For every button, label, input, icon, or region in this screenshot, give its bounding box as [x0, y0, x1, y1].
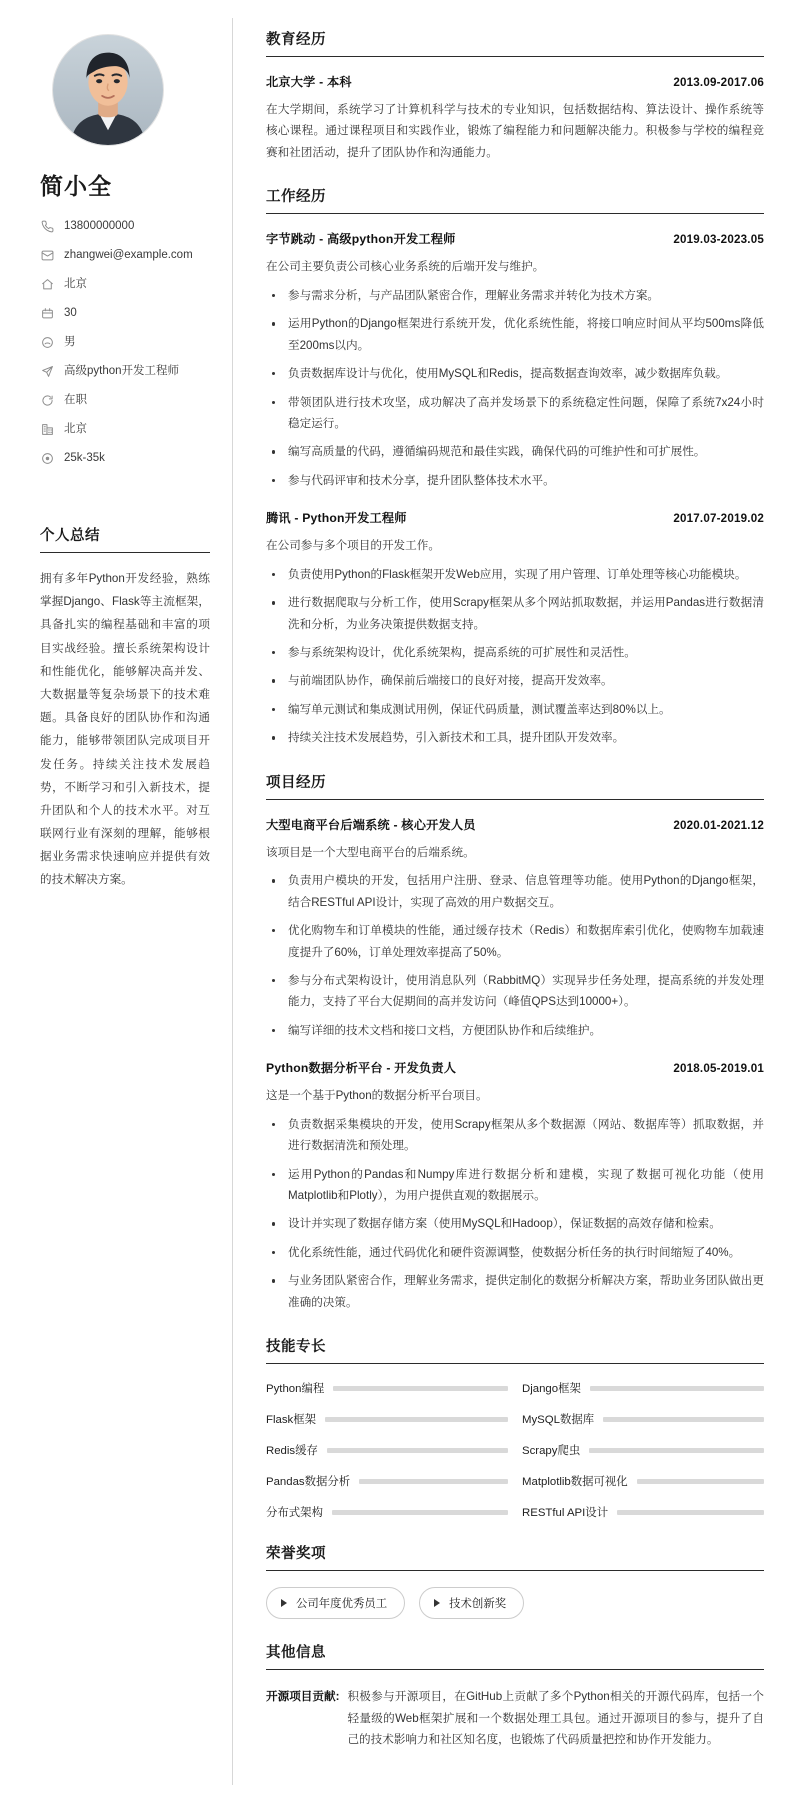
entry-header: [266, 816, 764, 833]
list-item: 优化购物车和订单模块的性能，通过缓存技术（Redis）和数据库索引优化，使购物车加载速度提升了60%，订单处理效率提高了50%。: [268, 920, 764, 963]
skill-label: 分布式架构: [266, 1507, 323, 1520]
contact-work-city: [40, 422, 210, 437]
entry-title: 腾讯 - Python开发工程师: [266, 511, 407, 526]
work-section: [266, 185, 764, 748]
skill-item: [266, 1442, 508, 1458]
entry-date: 2019.03-2023.05: [673, 233, 764, 247]
work-entry: [266, 509, 764, 749]
skill-progress-bar: [589, 1448, 764, 1453]
main-content: [232, 0, 794, 1803]
other-info-label: 开源项目贡献:: [266, 1690, 340, 1704]
other-info-text: 积极参与开源项目，在GitHub上贡献了多个Python相关的开源代码库，包括一个轻量级的Web框架扩展和一个数据处理工具包。通过开源项目的参与，提升了自己的技术影响力和社区知名度，也锻炼了代码质量把控和协作开发能力。: [347, 1690, 764, 1747]
skill-label: Pandas数据分析: [266, 1476, 351, 1489]
avatar: [52, 34, 164, 146]
skill-progress-bar: [333, 1386, 508, 1391]
entry-title: 北京大学 - 本科: [266, 75, 352, 89]
summary-section: [40, 524, 210, 892]
summary-text: 拥有多年Python开发经验，熟练掌握Django、Flask等主流框架，具备扎实的编程基础和丰富的项目实战经验。擅长系统架构设计和性能优化，能够解决高并发、大数据量等复杂场景下的技术难题。具备良好的团队协作和沟通能力，能够带领团队完成项目开发任务。持续关注技术发展趋势，不断学习和引入新技术，提升团队和个人的技术水平。对互联网行业有深刻的理解，能够根据业务需求快速响应并提供有效的技术解决方案。: [40, 572, 210, 887]
list-item: 编写单元测试和集成测试用例，保证代码质量，测试覆盖率达到80%以上。: [268, 699, 764, 720]
education-section: [266, 28, 764, 163]
list-item: 负责使用Python的Flask框架开发Web应用，实现了用户管理、订单处理等核心功能模块。: [268, 564, 764, 585]
list-item: 负责数据采集模块的开发，使用Scrapy框架从多个数据源（网站、数据库等）抓取数据，并进行数据清洗和预处理。: [268, 1114, 764, 1157]
skill-label: Python编程: [266, 1383, 325, 1396]
work-title: 工作经历: [266, 185, 764, 214]
education-entry: [266, 73, 764, 163]
sidebar: [0, 0, 232, 1803]
list-item: 与业务团队紧密合作，理解业务需求，提供定制化的数据分析解决方案，帮助业务团队做出更准确的决策。: [268, 1270, 764, 1313]
page-title: 简小全: [40, 173, 112, 199]
skill-label: Matplotlib数据可视化: [522, 1476, 628, 1489]
list-item: 优化系统性能，通过代码优化和硬件资源调整，使数据分析任务的执行时间缩短了40%。: [268, 1242, 764, 1263]
award-label: 技术创新奖: [449, 1598, 507, 1611]
skill-progress-bar: [603, 1417, 764, 1422]
contact-list: [40, 219, 210, 466]
awards-title: 荣誉奖项: [266, 1542, 764, 1571]
calendar-icon: [40, 306, 55, 321]
list-item: 参与需求分析，与产品团队紧密合作，理解业务需求并转化为技术方案。: [268, 285, 764, 306]
contact-email-value: zhangwei@example.com: [64, 248, 193, 261]
list-item: 编写详细的技术文档和接口文档，方便团队协作和后续维护。: [268, 1020, 764, 1041]
contact-phone-value: 13800000000: [64, 219, 135, 232]
entry-bullet-list: [268, 564, 764, 749]
project-entry: [266, 1059, 764, 1313]
entry-date: 2013.09-2017.06: [673, 76, 764, 89]
awards-list: [266, 1587, 764, 1619]
contact-age: [40, 306, 210, 321]
contact-hometown-value: 北京: [64, 277, 87, 290]
contact-age-value: 30: [64, 306, 77, 319]
entry-header: [266, 230, 764, 247]
skill-progress-bar: [332, 1510, 508, 1515]
entry-description: 该项目是一个大型电商平台的后端系统。: [266, 845, 475, 859]
skill-item: [522, 1473, 764, 1489]
contact-phone: [40, 219, 210, 234]
contact-work-city-value: 北京: [64, 422, 87, 435]
award-chip[interactable]: [266, 1587, 405, 1619]
contact-salary-value: 25k-35k: [64, 451, 105, 464]
skill-item: [522, 1411, 764, 1427]
skill-item: [522, 1504, 764, 1520]
contact-hometown: [40, 277, 210, 292]
list-item: 编写高质量的代码，遵循编码规范和最佳实践，确保代码的可维护性和可扩展性。: [268, 441, 764, 462]
summary-title: 个人总结: [40, 524, 210, 553]
skill-label: Django框架: [522, 1383, 581, 1396]
contact-job-status-value: 在职: [64, 393, 87, 406]
skill-progress-bar: [325, 1417, 508, 1422]
play-triangle-icon: [281, 1599, 287, 1607]
list-item: 进行数据爬取与分析工作，使用Scrapy框架从多个网站抓取数据，并运用Pandas进行数据清洗和分析，为业务决策提供数据支持。: [268, 592, 764, 635]
salary-icon: [40, 451, 55, 466]
list-item: 运用Python的Django框架进行系统开发，优化系统性能，将接口响应时间从平均500ms降低至200ms以内。: [268, 313, 764, 356]
skill-item: [266, 1411, 508, 1427]
list-item: 设计并实现了数据存储方案（使用MySQL和Hadoop），保证数据的高效存储和检索。: [268, 1213, 764, 1234]
award-chip[interactable]: [419, 1587, 524, 1619]
skill-label: Scrapy爬虫: [522, 1445, 581, 1458]
skill-progress-bar: [590, 1386, 764, 1391]
contact-salary: [40, 451, 210, 466]
entry-header: [266, 509, 764, 526]
building-icon: [40, 422, 55, 437]
skill-item: [266, 1380, 508, 1396]
projects-section: [266, 771, 764, 1313]
play-triangle-icon: [434, 1599, 440, 1607]
contact-target-position: [40, 364, 210, 379]
skill-label: MySQL数据库: [522, 1414, 595, 1427]
education-title: 教育经历: [266, 28, 764, 57]
entry-description: 在大学期间，系统学习了计算机科学与技术的专业知识，包括数据结构、算法设计、操作系统等核心课程。通过课程项目和实践作业，锻炼了编程能力和问题解决能力。积极参与学校的编程竞赛和社团活动，提升了团队协作和沟通能力。: [266, 103, 764, 159]
skill-label: Flask框架: [266, 1414, 316, 1427]
entry-bullet-list: [268, 285, 764, 492]
list-item: 带领团队进行技术攻坚，成功解决了高并发场景下的系统稳定性问题，保障了系统7x24小时稳定运行。: [268, 392, 764, 435]
other-info-title: 其他信息: [266, 1641, 764, 1670]
awards-section: [266, 1542, 764, 1619]
other-info-item: [266, 1686, 764, 1750]
contact-gender: [40, 335, 210, 350]
entry-header: [266, 73, 764, 90]
skill-progress-bar: [359, 1479, 508, 1484]
skills-section: [266, 1335, 764, 1520]
gender-icon: [40, 335, 55, 350]
phone-icon: [40, 219, 55, 234]
target-icon: [40, 364, 55, 379]
skill-progress-bar: [617, 1510, 764, 1515]
work-entry: [266, 230, 764, 491]
contact-email: [40, 248, 210, 263]
entry-header: [266, 1059, 764, 1076]
other-info-section: [266, 1641, 764, 1750]
skill-item: [522, 1442, 764, 1458]
entry-title: 大型电商平台后端系统 - 核心开发人员: [266, 817, 476, 832]
skill-progress-bar: [637, 1479, 764, 1484]
column-divider: [232, 18, 233, 1785]
list-item: 与前端团队协作，确保前后端接口的良好对接，提高开发效率。: [268, 670, 764, 691]
entry-title: Python数据分析平台 - 开发负责人: [266, 1061, 457, 1076]
list-item: 参与代码评审和技术分享，提升团队整体技术水平。: [268, 470, 764, 491]
contact-target-position-value: 高级python开发工程师: [64, 364, 180, 377]
entry-bullet-list: [268, 870, 764, 1041]
skill-label: RESTful API设计: [522, 1507, 609, 1520]
project-entry: [266, 816, 764, 1042]
skill-item: [266, 1473, 508, 1489]
list-item: 负责数据库设计与优化，使用MySQL和Redis，提高数据查询效率，减少数据库负载。: [268, 363, 764, 384]
entry-description: 这是一个基于Python的数据分析平台项目。: [266, 1089, 488, 1103]
award-label: 公司年度优秀员工: [296, 1598, 388, 1611]
skills-grid: [266, 1380, 764, 1520]
skills-title: 技能专长: [266, 1335, 764, 1364]
mail-icon: [40, 248, 55, 263]
entry-date: 2017.07-2019.02: [673, 512, 764, 526]
list-item: 持续关注技术发展趋势，引入新技术和工具，提升团队开发效率。: [268, 727, 764, 748]
list-item: 运用Python的Pandas和Numpy库进行数据分析和建模，实现了数据可视化功能（使用Matplotlib和Plotly），为用户提供直观的数据展示。: [268, 1164, 764, 1207]
skill-label: Redis缓存: [266, 1445, 318, 1458]
list-item: 参与系统架构设计，优化系统架构，提高系统的可扩展性和灵活性。: [268, 642, 764, 663]
contact-gender-value: 男: [64, 335, 76, 348]
status-icon: [40, 393, 55, 408]
entry-description: 在公司主要负责公司核心业务系统的后端开发与维护。: [266, 260, 545, 274]
home-icon: [40, 277, 55, 292]
entry-description: 在公司参与多个项目的开发工作。: [266, 539, 440, 553]
list-item: 参与分布式架构设计，使用消息队列（RabbitMQ）实现异步任务处理，提高系统的并发处理能力，支持了平台大促期间的高并发访问（峰值QPS达到10000+）。: [268, 970, 764, 1013]
entry-bullet-list: [268, 1114, 764, 1314]
contact-job-status: [40, 393, 210, 408]
list-item: 负责用户模块的开发，包括用户注册、登录、信息管理等功能。使用Python的Django框架，结合RESTful API设计，实现了高效的用户数据交互。: [268, 870, 764, 913]
entry-date: 2020.01-2021.12: [673, 818, 764, 832]
skill-item: [522, 1380, 764, 1396]
entry-title: 字节跳动 - 高级python开发工程师: [266, 232, 456, 247]
avatar-photo-icon: [53, 35, 163, 145]
entry-date: 2018.05-2019.01: [673, 1062, 764, 1076]
skill-progress-bar: [327, 1448, 508, 1453]
skill-item: [266, 1504, 508, 1520]
projects-title: 项目经历: [266, 771, 764, 800]
